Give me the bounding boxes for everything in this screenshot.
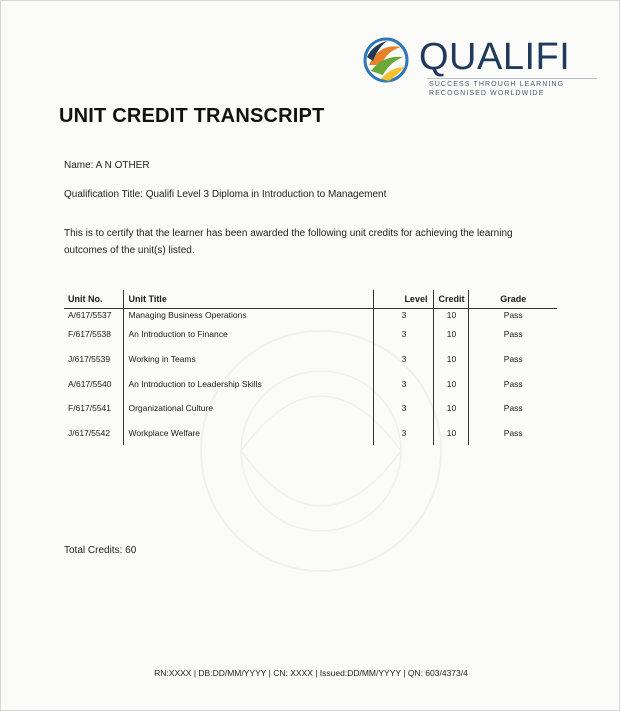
level-cell: 3 xyxy=(374,396,434,421)
grade-cell: Pass xyxy=(469,308,557,322)
header-credit: Credit xyxy=(434,290,469,308)
unit-title-cell: Workplace Welfare xyxy=(124,421,374,446)
document-title: UNIT CREDIT TRANSCRIPT xyxy=(59,105,325,127)
table-header-row xyxy=(64,290,557,308)
credit-cell: 10 xyxy=(434,308,469,322)
grade-cell: Pass xyxy=(469,347,557,372)
unit-title-cell: Working in Teams xyxy=(124,347,374,372)
credit-cell: 10 xyxy=(434,396,469,421)
header-unit-title: Unit Title xyxy=(124,290,374,308)
header-level: Level xyxy=(374,290,434,308)
unit-no-cell: F/617/5541 xyxy=(68,403,112,414)
header-grade: Grade xyxy=(469,290,557,308)
table-row xyxy=(64,347,557,372)
unit-credits-table xyxy=(64,290,557,445)
learner-name: Name: A N OTHER xyxy=(64,160,150,171)
logo-tagline-1: SUCCESS THROUGH LEARNING xyxy=(429,81,565,88)
credit-cell: 10 xyxy=(434,347,469,372)
level-cell: 3 xyxy=(374,421,434,446)
unit-no-cell: F/617/5538 xyxy=(68,329,112,340)
unit-no-cell: A/617/5537 xyxy=(68,310,112,321)
logo-tagline-2: RECOGNISED WORLDWIDE xyxy=(429,90,545,97)
unit-title-cell: An Introduction to Finance xyxy=(124,322,374,347)
unit-no-cell: J/617/5539 xyxy=(68,354,111,365)
document-footer: RN:XXXX | DB:DD/MM/YYYY | CN: XXXX | Issued:DD/MM/YYYY | QN: 603/4373/4 xyxy=(154,668,468,678)
table-row xyxy=(64,371,557,396)
unit-no-cell: J/617/5542 xyxy=(68,428,111,439)
grade-cell: Pass xyxy=(469,396,557,421)
table-row xyxy=(64,421,557,446)
qualifi-globe-icon xyxy=(361,35,411,85)
header-unit-no: Unit No. xyxy=(64,290,124,308)
total-credits: Total Credits: 60 xyxy=(64,545,137,556)
credit-cell: 10 xyxy=(434,322,469,347)
grade-cell: Pass xyxy=(469,322,557,347)
level-cell: 3 xyxy=(374,371,434,396)
credit-cell: 10 xyxy=(434,371,469,396)
unit-title-cell: An Introduction to Leadership Skills xyxy=(124,371,374,396)
unit-title-cell: Organizational Culture xyxy=(124,396,374,421)
unit-no-cell: A/617/5540 xyxy=(68,378,112,389)
table-row xyxy=(64,322,557,347)
logo-divider xyxy=(427,78,597,79)
credit-cell: 10 xyxy=(434,421,469,446)
unit-title-cell: Managing Business Operations xyxy=(124,308,374,322)
certification-statement: This is to certify that the learner has been awarded the following unit credits for achieving the learning outcomes of the unit(s) listed. xyxy=(64,228,513,256)
qualifi-logo xyxy=(361,35,601,99)
logo-wordmark: QUALIFI xyxy=(419,36,571,78)
qualification-title: Qualification Title: Qualifi Level 3 Diploma in Introduction to Management xyxy=(64,189,387,200)
level-cell: 3 xyxy=(374,308,434,322)
level-cell: 3 xyxy=(374,347,434,372)
level-cell: 3 xyxy=(374,322,434,347)
grade-cell: Pass xyxy=(469,371,557,396)
grade-cell: Pass xyxy=(469,421,557,446)
table-row xyxy=(64,396,557,421)
table-row xyxy=(64,308,557,322)
